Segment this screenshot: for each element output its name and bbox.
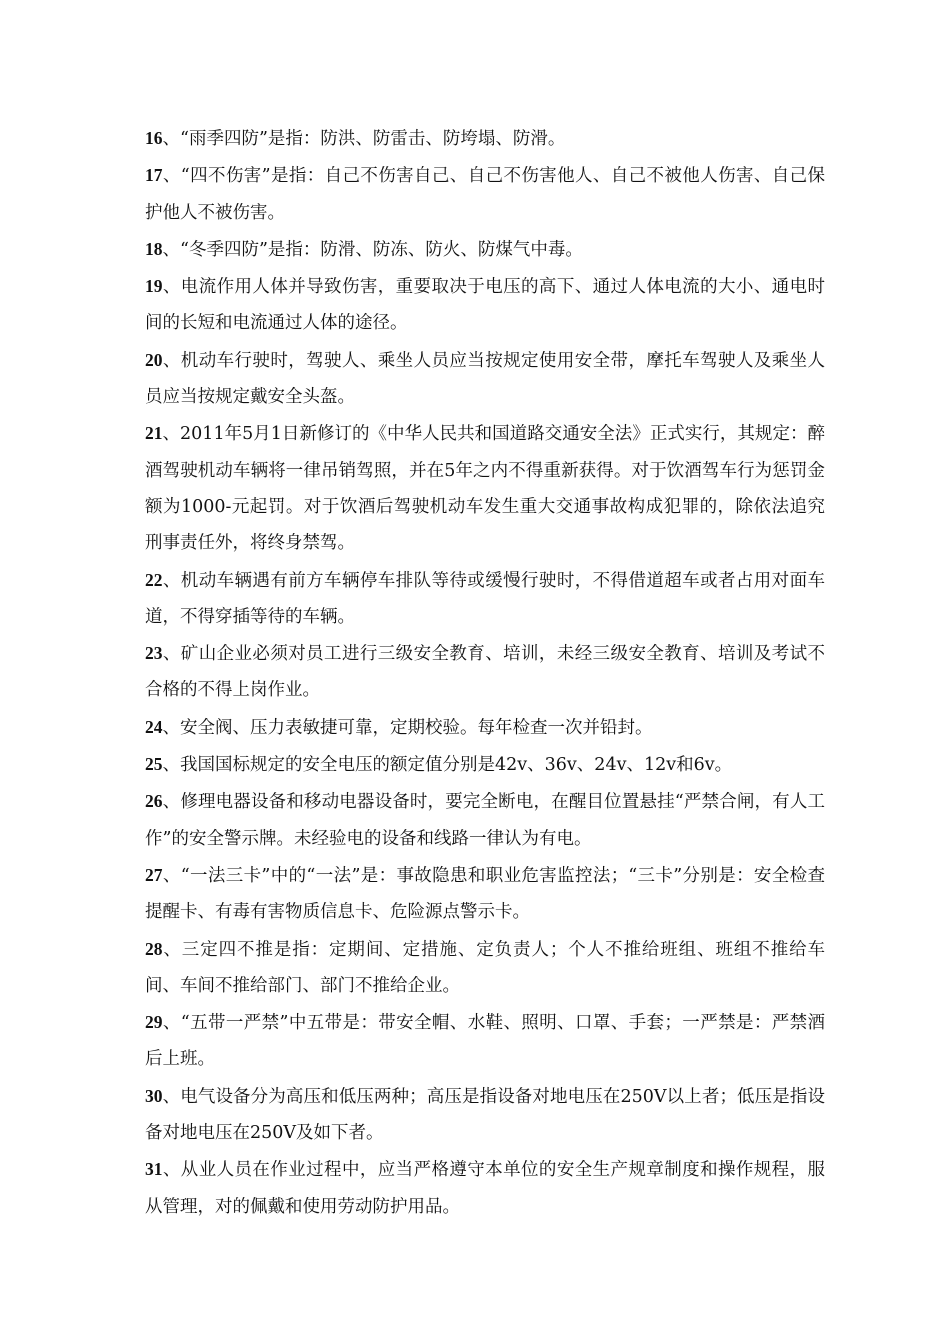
item-text: 、“冬季四防”是指：防滑、防冻、防火、防煤气中毒。 <box>162 239 583 260</box>
item-number: 21 <box>145 423 163 444</box>
item-number: 16 <box>145 128 163 148</box>
list-item <box>145 415 825 561</box>
item-number: 25 <box>145 754 163 775</box>
item-number: 31 <box>145 1159 163 1180</box>
list-item <box>145 857 825 931</box>
item-text: 、我国国标规定的安全电压的额定值分别是42v、36v、24v、12v和6v。 <box>162 755 733 776</box>
item-number: 24 <box>145 716 163 737</box>
item-number: 23 <box>145 643 163 664</box>
item-number: 27 <box>145 864 163 885</box>
list-item <box>145 783 825 857</box>
item-text: 、2011年5月1日新修订的《中华人民共和国道路交通安全法》正式实行，其规定：醉酒驾驶机动车辆将一律吊销驾照，并在5年之内不得重新获得。对于饮酒驾车行为惩罚金额为1000-元起罚。对于饮酒后驾驶机动车发生重大交通事故构成犯罪的，除依法追究刑事责任外，将终身禁驾。 <box>145 424 825 554</box>
list-item <box>145 342 825 416</box>
item-text: 、修理电器设备和移动电器设备时，要完全断电，在醒目位置悬挂“严禁合闸，有人工作”的安全警示牌。未经验电的设备和线路一律认为有电。 <box>145 792 825 849</box>
item-text: 、三定四不推是指：定期间、定措施、定负责人；个人不推给班组、班组不推给车间、车间不推给部门、部门不推给企业。 <box>145 939 825 996</box>
item-number: 28 <box>145 938 163 959</box>
list-item <box>145 120 825 157</box>
list-item <box>145 1004 825 1078</box>
item-text: 、“四不伤害”是指：自己不伤害自己、自己不伤害他人、自己不被他人伤害、自己保护他人不被伤害。 <box>145 166 825 223</box>
item-text: 、从业人员在作业过程中，应当严格遵守本单位的安全生产规章制度和操作规程，服从管理，对的佩戴和使用劳动防护用品。 <box>145 1160 825 1217</box>
item-text: 、电流作用人体并导致伤害，重要取决于电压的高下、通过人体电流的大小、通电时间的长短和电流通过人体的途径。 <box>145 277 825 334</box>
item-number: 29 <box>145 1012 163 1033</box>
item-text: 、电气设备分为高压和低压两种；高压是指设备对地电压在250V以上者；低压是指设备对地电压在250V及如下者。 <box>145 1086 825 1144</box>
list-item <box>145 635 825 709</box>
list-item <box>145 1078 825 1152</box>
item-text: 、矿山企业必须对员工进行三级安全教育、培训，未经三级安全教育、培训及考试不合格的不得上岗作业。 <box>145 644 825 701</box>
item-text: 、安全阀、压力表敏捷可靠，定期校验。每年检查一次并铅封。 <box>162 717 653 738</box>
item-text: 、机动车辆遇有前方车辆停车排队等待或缓慢行驶时，不得借道超车或者占用对面车道，不得穿插等待的车辆。 <box>145 570 825 627</box>
list-item <box>145 1151 825 1225</box>
document-page <box>145 120 825 1225</box>
list-item <box>145 268 825 342</box>
item-number: 17 <box>145 165 163 186</box>
item-number: 18 <box>145 238 163 259</box>
item-number: 20 <box>145 349 163 370</box>
item-number: 22 <box>145 569 163 590</box>
list-item <box>145 746 825 783</box>
list-item <box>145 562 825 636</box>
item-text: 、“五带一严禁”中五带是：带安全帽、水鞋、照明、口罩、手套；一严禁是：严禁酒后上班。 <box>145 1013 825 1070</box>
item-text: 、“雨季四防”是指：防洪、防雷击、防垮塌、防滑。 <box>162 129 566 149</box>
list-item <box>145 157 825 231</box>
list-item <box>145 231 825 268</box>
item-number: 30 <box>145 1085 163 1106</box>
item-text: 、“一法三卡”中的“一法”是：事故隐患和职业危害监控法；“三卡”分别是：安全检查提醒卡、有毒有害物质信息卡、危险源点警示卡。 <box>145 865 825 923</box>
item-number: 19 <box>145 276 163 297</box>
item-text: 、机动车行驶时，驾驶人、乘坐人员应当按规定使用安全带，摩托车驾驶人及乘坐人员应当按规定戴安全头盔。 <box>145 350 825 408</box>
item-number: 26 <box>145 791 163 812</box>
list-item <box>145 709 825 746</box>
list-item <box>145 931 825 1005</box>
